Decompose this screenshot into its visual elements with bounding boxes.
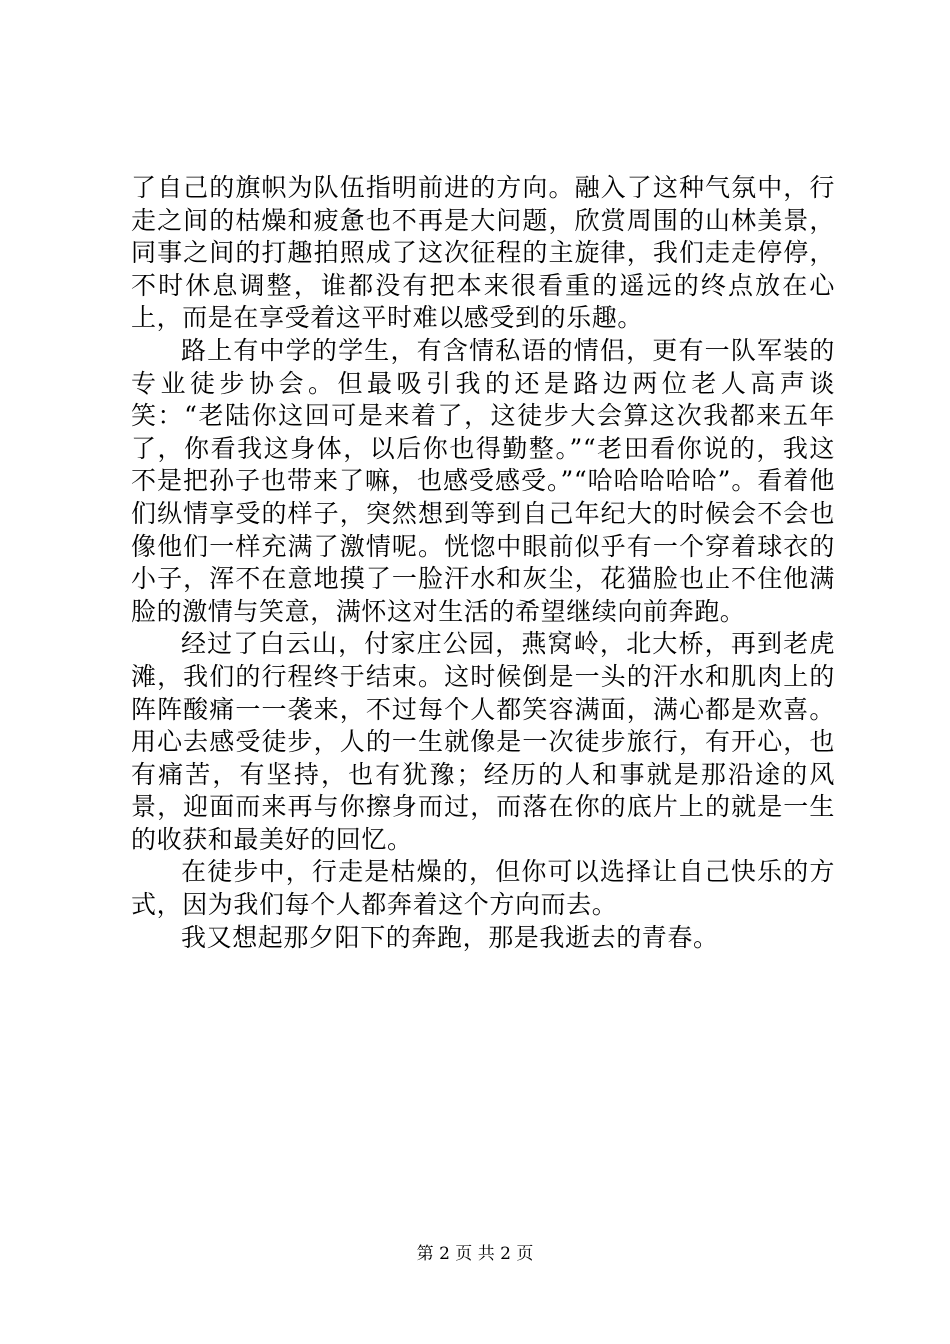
page-footer: [0, 1243, 950, 1265]
page-number-label: 第 2 页 共 2 页: [416, 1244, 534, 1264]
paragraph-1: 了自己的旗帜为队伍指明前进的方向。融入了这种气氛中，行走之间的枯燥和疲惫也不再是大问题，欣赏周围的山林美景，同事之间的打趣拍照成了这次征程的主旋律，我们走走停停，不时休息调整，谁都没有把本来很看重的遥远的终点放在心上，而是在享受着这平时难以感受到的乐趣。: [131, 173, 835, 333]
paragraph-5: 我又想起那夕阳下的奔跑，那是我逝去的青春。: [181, 922, 719, 952]
document-body: [131, 172, 835, 954]
paragraph-3: 经过了白云山，付家庄公园，燕窝岭，北大桥，再到老虎滩，我们的行程终于结束。这时候倒是一头的汗水和肌肉上的阵阵酸痛一一袭来，不过每个人都笑容满面，满心都是欢喜。用心去感受徒步，人的一生就像是一次徒步旅行，有开心，也有痛苦，有坚持，也有犹豫；经历的人和事就是那沿途的风景，迎面而来再与你擦身而过，而落在你的底片上的就是一生的收获和最美好的回忆。: [131, 629, 835, 854]
paragraph-2: 路上有中学的学生，有含情私语的情侣，更有一队军装的专业徒步协会。但最吸引我的还是路边两位老人高声谈笑：“老陆你这回可是来着了，这徒步大会算这次我都来五年了，你看我这身体，以后你也得勤整。”“老田看你说的，我这不是把孙子也带来了嘛，也感受感受。”“哈哈哈哈哈”。看着他们纵情享受的样子，突然想到等到自己年纪大的时候会不会也像他们一样充满了激情呢。恍惚中眼前似乎有一个穿着球衣的小子，浑不在意地摸了一脸汗水和灰尘，花猫脸也止不住他满脸的激情与笑意，满怀这对生活的希望继续向前奔跑。: [131, 335, 835, 626]
paragraph-4: 在徒步中，行走是枯燥的，但你可以选择让自己快乐的方式，因为我们每个人都奔着这个方向而去。: [131, 857, 835, 920]
